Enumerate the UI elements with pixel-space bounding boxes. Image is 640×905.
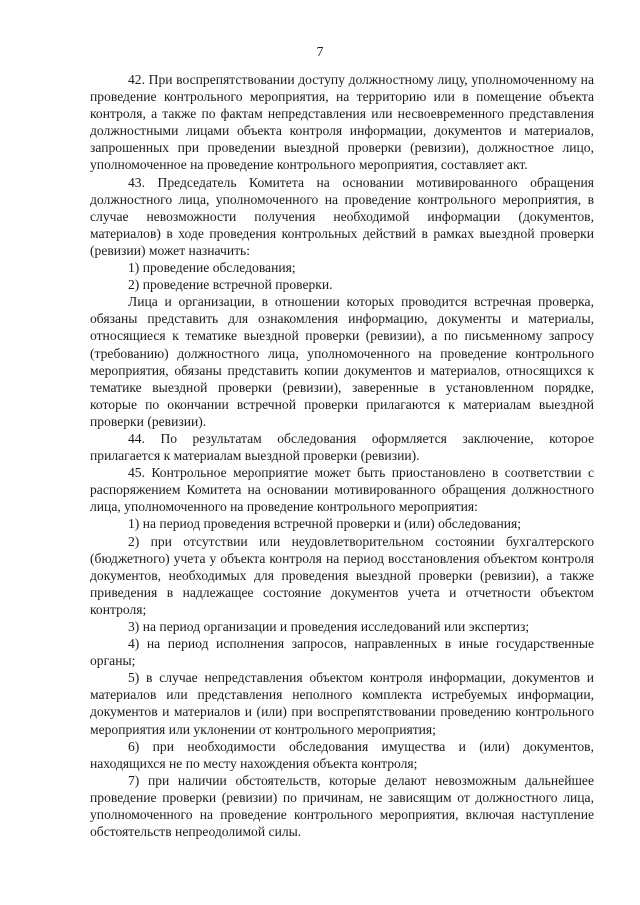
paragraph-counter-check-obligations: Лица и организации, в отношении которых проводится встречная проверка, обязаны представить для ознакомления информацию, документы и материалы, относящиеся к тематике выездной проверки (ревизии), а по письменному запросу (требованию) должностного лица, уполномоченного на проведение контрольного мероприятия, обязаны представить копии документов и материалов, относящихся к тематике выездной проверки (ревизии), заверенные в установленном порядке, которые по окончании встречной проверки прилагаются к материалам выездной проверки (ревизии).	[90, 294, 594, 429]
suspension-item-1: 1) на период проведения встречной проверки и (или) обследования;	[128, 516, 522, 532]
suspension-item-2: 2) при отсутствии или неудовлетворительном состоянии бухгалтерского (бюджетного) учета у объекта контроля на период восстановления объектом контроля документов, необходимых для проведения выездной проверки (ревизии), а также приведения в надлежащее состояние документов учета и отчетности объектом контроля;	[90, 533, 594, 617]
suspension-item-6: 6) при необходимости обследования имущества и (или) документов, находящихся не по месту нахождения объекта контроля;	[90, 738, 594, 771]
suspension-item-3: 3) на период организации и проведения исследований или экспертиз;	[128, 619, 530, 634]
document-body	[90, 71, 594, 840]
suspension-item-7: 7) при наличии обстоятельств, которые делают невозможным дальнейшее проведение проверки (ревизии) по причинам, не зависящим от должностного лица, уполномоченного на проведение контрольного мероприятия, включая наступление обстоятельств непреодолимой силы.	[90, 772, 594, 840]
page-number: 7	[316, 44, 324, 59]
list-item-inspection: 1) проведение обследования;	[128, 260, 296, 276]
suspension-item-4: 4) на период исполнения запросов, направленных в иные государственные органы;	[90, 636, 594, 669]
paragraph-45: 45. Контрольное мероприятие может быть приостановлено в соответствии с распоряжением Комитета на основании мотивированного обращения должностного лица, уполномоченного на проведение контрольного мероприятия:	[90, 465, 594, 515]
paragraph-42: 42. При воспрепятствовании доступу должностному лицу, уполномоченному на проведение контрольного мероприятия, на территорию или в помещение объекта контроля, а также по фактам непредставления или несвоевременного представления должностными лицами объекта контроля информации, документов и материалов, запрошенных при проведении выездной проверки (ревизии), должностное лицо, уполномоченное на проведение контрольного мероприятия, составляет акт.	[90, 72, 594, 173]
paragraph-44: 44. По результатам обследования оформляется заключение, которое прилагается к материалам выездной проверки (ревизии).	[90, 430, 594, 464]
paragraph-43: 43. Председатель Комитета на основании мотивированного обращения должностного лица, уполномоченного на проведение контрольного мероприятия, в случае невозможности получения необходимой информации (документов, материалов) в ходе проведения контрольных действий в рамках выездной проверки (ревизии) может назначить:	[90, 174, 594, 258]
suspension-item-5: 5) в случае непредставления объектом контроля информации, документов и материалов или представления неполного комплекта истребуемых информации, документов и материалов и (или) при воспрепятствовании проведению контрольного мероприятия или уклонении от контрольного мероприятия;	[90, 670, 594, 737]
list-item-counter-check: 2) проведение встречной проверки.	[128, 277, 333, 293]
